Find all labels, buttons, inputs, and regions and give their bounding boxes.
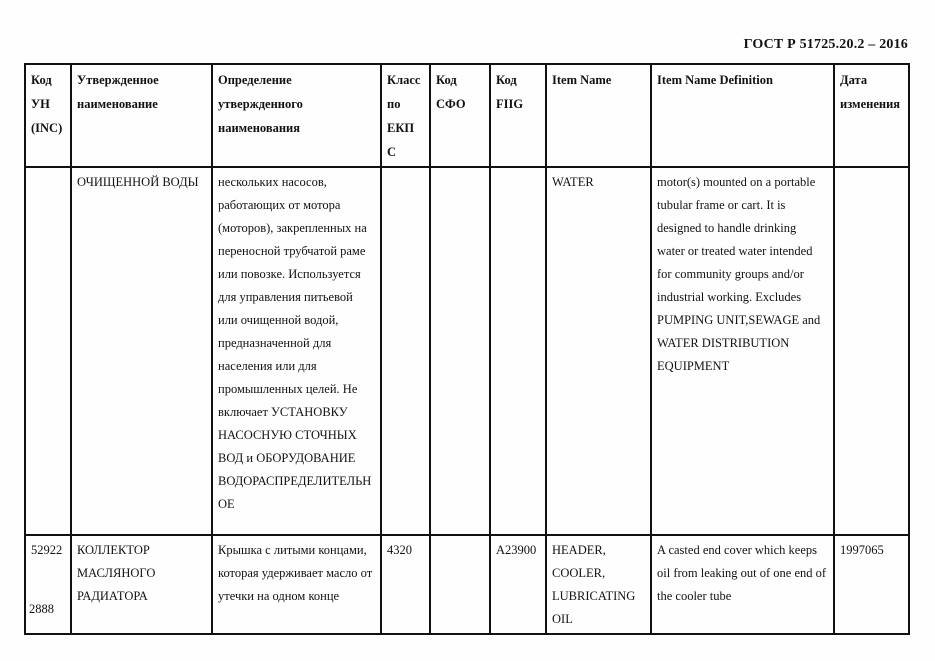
cell-sfo-code xyxy=(430,535,490,634)
table-header-row xyxy=(25,64,909,167)
column-header-fiig-code: Код FIIG xyxy=(490,64,546,167)
page-number: 2888 xyxy=(29,602,54,616)
cell-ekps-class xyxy=(381,167,430,535)
column-header-approved-name: Утвержденное наименование xyxy=(71,64,212,167)
cell-inc-code: 52922 xyxy=(25,535,71,634)
table-row xyxy=(25,167,909,535)
cell-ekps-class: 4320 xyxy=(381,535,430,634)
cell-change-date: 1997065 xyxy=(834,535,909,634)
cell-approved-name: ОЧИЩЕННОЙ ВОДЫ xyxy=(71,167,212,535)
column-header-item-name-definition: Item Name Definition xyxy=(651,64,834,167)
cell-change-date xyxy=(834,167,909,535)
item-catalog-table xyxy=(24,63,910,635)
cell-sfo-code xyxy=(430,167,490,535)
column-header-ekps-class: Класс по ЕКПС xyxy=(381,64,430,167)
cell-approved-name-definition: Крышка с литыми концами, которая удерживает масло от утечки на одном конце xyxy=(212,535,381,634)
cell-item-name: WATER xyxy=(546,167,651,535)
column-header-inc-code: Код УН (INC) xyxy=(25,64,71,167)
cell-fiig-code xyxy=(490,167,546,535)
column-header-item-name: Item Name xyxy=(546,64,651,167)
cell-fiig-code: A23900 xyxy=(490,535,546,634)
cell-approved-name-definition: нескольких насосов, работающих от мотора (моторов), закрепленных на переносной трубчатой раме или повозке. Используется для управления питьевой или очищенной водой, предназначенной для населения или для промышленных целей. Не включает УСТАНОВКУ НАСОСНУЮ СТОЧНЫХ ВОД и ОБОРУДОВАНИЕ ВОДОРАСПРЕДЕЛИТЕЛЬНОЕ xyxy=(212,167,381,535)
standard-code: ГОСТ Р 51725.20.2 – 2016 xyxy=(743,37,908,52)
cell-item-name: HEADER, COOLER, LUBRICATING OIL xyxy=(546,535,651,634)
cell-approved-name: КОЛЛЕКТОР МАСЛЯНОГО РАДИАТОРА xyxy=(71,535,212,634)
cell-inc-code xyxy=(25,167,71,535)
cell-item-name-definition: A casted end cover which keeps oil from leaking out of one end of the cooler tube xyxy=(651,535,834,634)
table-row xyxy=(25,535,909,634)
column-header-sfo-code: Код СФО xyxy=(430,64,490,167)
cell-item-name-definition: motor(s) mounted on a portable tubular frame or cart. It is designed to handle drinking water or treated water intended for community groups and/or industrial working. Excludes PUMPING UNIT,SEWAGE and WATER DISTRIBUTION EQUIPMENT xyxy=(651,167,834,535)
column-header-change-date: Дата изменения xyxy=(834,64,909,167)
column-header-approved-name-definition: Определение утвержденного наименования xyxy=(212,64,381,167)
